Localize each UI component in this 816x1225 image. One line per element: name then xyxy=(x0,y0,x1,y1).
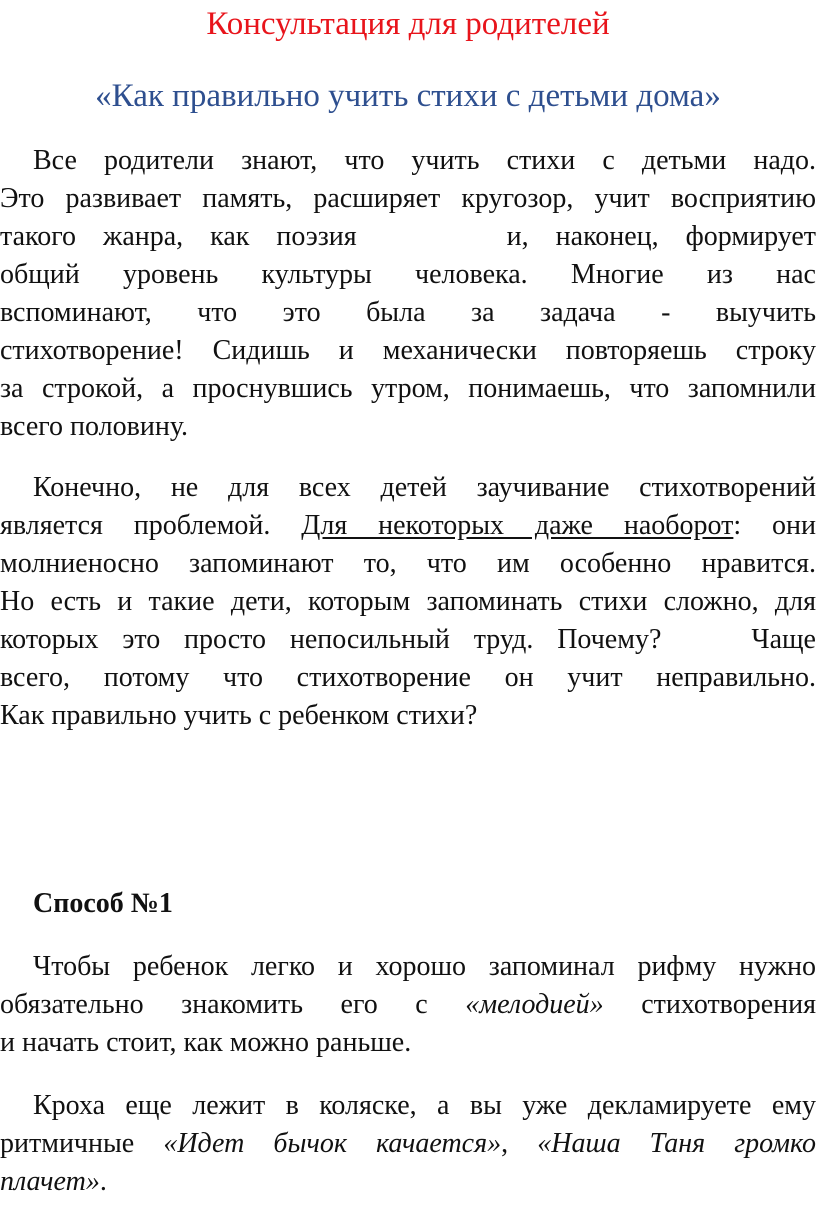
text-segment: такого жанра, как поэзия xyxy=(0,221,357,252)
paragraph-intro xyxy=(0,142,816,446)
text-segment: ритмичные xyxy=(0,1128,135,1159)
text-segment: обязательно знакомить его с xyxy=(0,989,428,1020)
paragraph-method xyxy=(0,948,816,1062)
text-line: Конечно, не для всех детей заучивание стихотворений xyxy=(33,472,816,503)
text-line: Кроха еще лежит в коляске, а вы уже декламируете ему xyxy=(33,1090,816,1121)
text-line xyxy=(0,218,816,256)
text-line: стихотворение! Сидишь и механически повторяешь строку xyxy=(0,335,816,366)
text-segment: является проблемой. xyxy=(0,510,271,541)
text-line: вспоминают, что это была за задача - выучить xyxy=(0,297,816,328)
text-line xyxy=(0,986,816,1024)
text-line xyxy=(0,1125,816,1163)
text-line xyxy=(0,507,816,545)
document-subtitle: «Как правильно учить стихи с детьми дома» xyxy=(95,78,721,114)
text-segment: стихотворения xyxy=(641,989,816,1020)
paragraph-problem xyxy=(0,469,816,735)
italic-phrase: плачет» xyxy=(0,1166,100,1197)
text-line xyxy=(0,621,816,659)
document-title: Консультация для родителей xyxy=(206,6,610,42)
text-line: за строкой, а проснувшись утром, понимаешь, что запомнили xyxy=(0,373,816,404)
text-line: Чтобы ребенок легко и хорошо запоминал рифму нужно xyxy=(33,951,816,982)
section-heading: Способ №1 xyxy=(33,888,173,919)
text-line: Как правильно учить с ребенком стихи? xyxy=(0,700,478,731)
paragraph-example xyxy=(0,1087,816,1201)
italic-phrase: «Идет бычок качается» xyxy=(163,1128,502,1159)
text-line: общий уровень культуры человека. Многие из нас xyxy=(0,259,816,290)
text-line: всего, потому что стихотворение он учит неправильно. xyxy=(0,662,816,693)
italic-phrase: «Наша Таня громко xyxy=(537,1128,816,1159)
text-line: и начать стоит, как можно раньше. xyxy=(0,1027,412,1058)
text-segment: . xyxy=(99,1166,107,1197)
text-segment: которых это просто непосильный труд. Почему? xyxy=(0,624,662,655)
text-line xyxy=(0,1163,816,1201)
text-line: Все родители знают, что учить стихи с детьми надо. xyxy=(33,145,816,176)
text-line: всего половину. xyxy=(0,411,189,442)
italic-phrase: «мелодией» xyxy=(465,989,604,1020)
text-segment: Чаще xyxy=(751,624,816,655)
text-segment: и, наконец, формирует xyxy=(506,221,816,252)
text-line: Но есть и такие дети, которым запоминать стихи сложно, для xyxy=(0,586,816,617)
text-segment: : они xyxy=(733,510,816,541)
underlined-phrase: Для некоторых даже наоборот xyxy=(301,510,734,541)
text-line: Это развивает память, расширяет кругозор, учит восприятию xyxy=(0,183,816,214)
text-segment: , xyxy=(501,1128,509,1159)
text-line: молниеносно запоминают то, что им особенно нравится. xyxy=(0,548,816,579)
